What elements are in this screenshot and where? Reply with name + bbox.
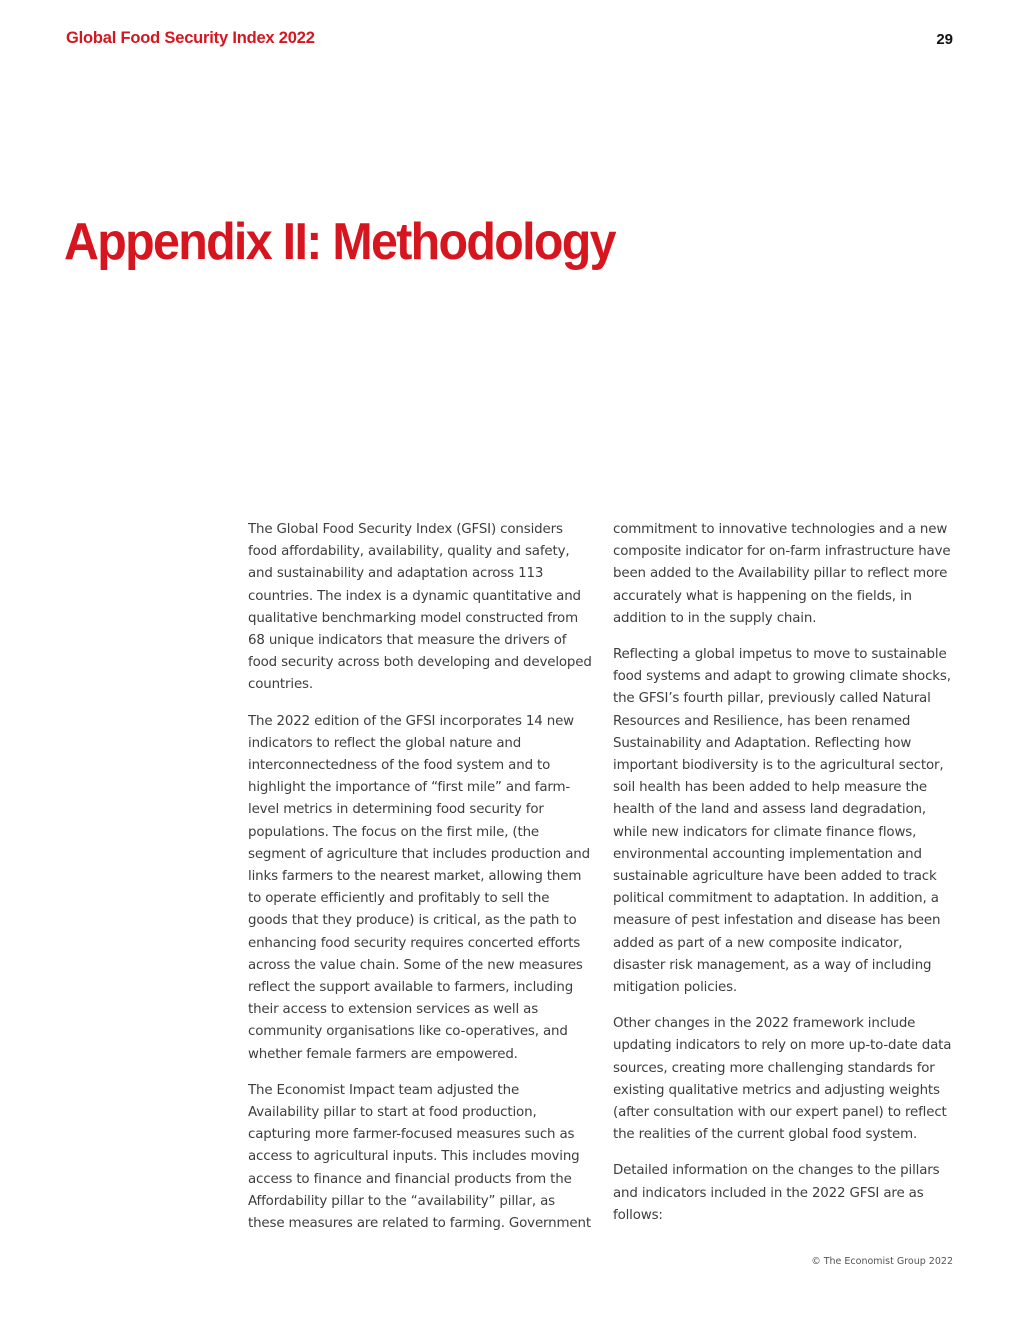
page-number: 29 [936,31,953,48]
paragraph: The Economist Impact team adjusted the Availability pillar to start at food production, capturing more farmer-focused measures such as access to agricultural inputs. This includes moving access to finance and financial products from the Affordability pillar to the “availability” pillar, as these measures are related to farming. Government [248,1082,591,1232]
paragraph: Reflecting a global impetus to move to sustainable food systems and adapt to growing climate shocks, the GFSI’s fourth pillar, previously called Natural Resources and Resilience, has been renamed Sustainability and Adaptation. Reflecting how important biodiversity is to the agricultural sector, soil health has been added to help measure the health of the land and assess land degradation, while new indicators for climate finance flows, environmental accounting implementation and sustainable agriculture have been added to track political commitment to adaptation. In addition, a measure of pest infestation and disease has been added as part of a new composite indicator, disaster risk management, as a way of including mitigation policies. [613,647,951,996]
paragraph: commitment to innovative technologies and a new composite indicator for on-farm infrastructure have been added to the Availability pillar to reflect more accurately what is happening on the fields, in addition to in the supply chain. [613,522,951,626]
paragraph: The 2022 edition of the GFSI incorporates 14 new indicators to reflect the global nature and interconnectedness of the food system and to highlight the importance of “first mile” and farm-level metrics in determining food security for populations. The focus on the first mile, (the segment of agriculture that includes production and links farmers to the nearest market, allowing them to operate efficiently and profitably to sell the goods that they produce) is critical, as the path to enhancing food security requires concerted efforts across the value chain. Some of the new measures reflect the support available to farmers, including their access to extension services as well as community organisations like co-operatives, and whether female farmers are empowered. [248,713,590,1062]
paragraph: The Global Food Security Index (GFSI) considers food affordability, availability, quality and safety, and sustainability and adaptation across 113 countries. The index is a dynamic quantitative and qualitative benchmarking model constructed from 68 unique indicators that measure the drivers of food security across both developing and developed countries. [248,522,592,693]
right-text-column [613,519,957,1241]
copyright-footer: © The Economist Group 2022 [811,1256,953,1267]
report-title: Global Food Security Index 2022 [66,29,315,47]
paragraph: Detailed information on the changes to the pillars and indicators included in the 2022 GFSI are as follows: [613,1163,940,1223]
paragraph: Other changes in the 2022 framework include updating indicators to rely on more up-to-date data sources, creating more challenging standards for existing qualitative metrics and adjusting weights (after consultation with our expert panel) to reflect the realities of the current global food system. [613,1016,952,1143]
page-heading: Appendix II: Methodology [64,213,615,271]
left-text-column [248,519,592,1249]
